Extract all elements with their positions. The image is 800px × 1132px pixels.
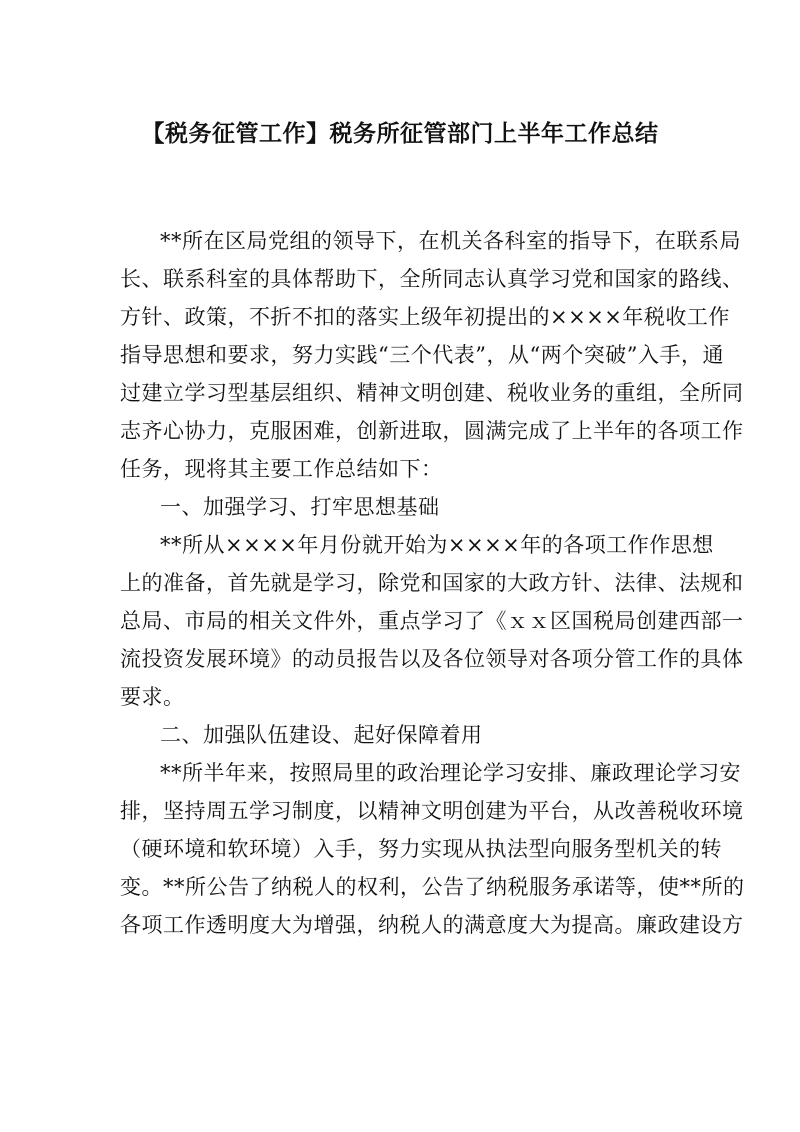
paragraph-line: 方针、政策，不折不扣的落实上级年初提出的××××年税收工作 — [120, 305, 730, 329]
paragraph-line: **所在区局党组的领导下，在机关各科室的指导下，在联系局 — [160, 229, 741, 253]
section-heading: 一、加强学习、打牢思想基础 — [160, 495, 440, 519]
paragraph-line: 志齐心协力，克服困难，创新进取，圆满完成了上半年的各项工作 — [120, 419, 744, 443]
paragraph-line: 长、联系科室的具体帮助下，全所同志认真学习党和国家的路线、 — [120, 267, 744, 291]
paragraph-line: 任务，现将其主要工作总结如下： — [120, 457, 443, 481]
section-heading: 二、加强队伍建设、起好保障着用 — [160, 723, 483, 747]
paragraph-line: **所半年来，按照局里的政治理论学习安排、廉政理论学习安 — [160, 761, 741, 785]
paragraph-line: 指导思想和要求，努力实践“三个代表”，从“两个突破”入手，通 — [120, 343, 724, 367]
document-title: 【税务征管工作】税务所征管部门上半年工作总结 — [141, 120, 659, 147]
paragraph-line: 过建立学习型基层组织、精神文明创建、税收业务的重组，全所同 — [120, 381, 744, 405]
paragraph-line: 各项工作透明度大为增强，纳税人的满意度大为提高。廉政建设方 — [120, 913, 744, 937]
paragraph-line: 上的准备，首先就是学习，除党和国家的大政方针、法律、法规和 — [120, 571, 744, 595]
paragraph-line: 总局、市局的相关文件外，重点学习了《ｘｘ区国税局创建西部一 — [120, 609, 744, 633]
paragraph-line: **所从××××年月份就开始为××××年的各项工作作思想 — [160, 533, 714, 557]
paragraph-line: 排，坚持周五学习制度，以精神文明创建为平台，从改善税收环境 — [120, 799, 744, 823]
paragraph-line: 流投资发展环境》的动员报告以及各位领导对各项分管工作的具体 — [120, 647, 744, 671]
paragraph-line: 要求。 — [120, 685, 185, 709]
paragraph-line: 变。**所公告了纳税人的权利，公告了纳税服务承诺等，使**所的 — [120, 875, 745, 899]
paragraph-line: （硬环境和软环境）入手，努力实现从执法型向服务型机关的转 — [120, 837, 722, 861]
